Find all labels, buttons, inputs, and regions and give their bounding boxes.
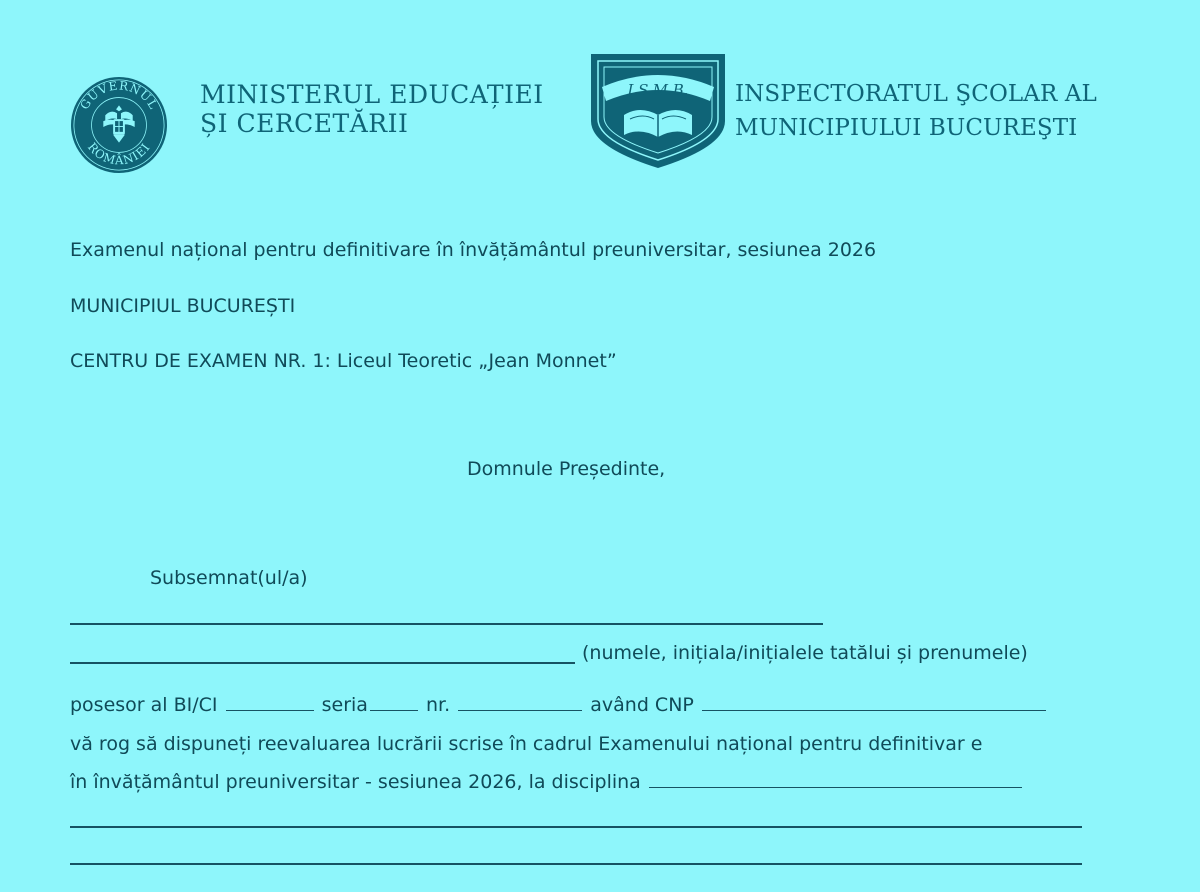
ismb-shield-logo [588,51,728,170]
nr-blank[interactable] [458,709,582,711]
extra-blank-line-2[interactable] [70,863,1082,865]
svg-text:ROMÂNIEI: ROMÂNIEI [84,139,154,168]
svg-text:GUVERNUL: GUVERNUL [77,78,161,113]
posesor-label: posesor al BI/CI [70,694,218,716]
nr-label: nr. [426,694,451,716]
seria-blank[interactable] [370,709,418,711]
exam-title: Examenul național pentru definitivare în învățământul preuniversitar, sesiunea 2026 [70,239,877,261]
ministry-name-line2: ȘI CERCETĂRII [200,109,409,138]
bi-ci-blank[interactable] [226,709,314,711]
inspectorate-name [735,77,1097,145]
discipline-blank[interactable] [649,786,1022,788]
request-line-2 [70,769,1024,795]
government-seal-logo [70,76,168,174]
cnp-blank[interactable] [702,709,1046,711]
extra-blank-line-1[interactable] [70,826,1082,828]
ministry-name [200,80,544,138]
salutation: Domnule Președinte, [467,458,666,480]
seria-label: seria [321,694,368,716]
name-hint: (numele, inițiala/inițialele tatălui și prenumele) [582,642,1028,664]
name-blank-line[interactable] [70,623,823,625]
id-line [70,692,1048,718]
municipality: MUNICIPIUL BUCUREȘTI [70,295,296,317]
discipline-label: în învățământul preuniversitar - sesiunea 2026, la disciplina [70,771,641,793]
inspectorate-name-line1: INSPECTORATUL ŞCOLAR AL [735,81,1097,107]
exam-center: CENTRU DE EXAMEN NR. 1: Liceul Teoretic „Jean Monnet” [70,350,617,372]
name-continuation-blank-line[interactable] [70,662,575,664]
inspectorate-name-line2: MUNICIPIULUI BUCUREŞTI [735,115,1078,141]
cnp-label: având CNP [590,694,694,716]
svg-text:I.S.M.B.: I.S.M.B. [627,81,689,99]
ministry-name-line1: MINISTERUL EDUCAȚIEI [200,80,544,109]
subsemnat-label: Subsemnat(ul/a) [150,567,308,589]
request-line-1: vă rog să dispuneți reevaluarea lucrării scrise în cadrul Examenului național pentru definitivar e [70,733,983,755]
